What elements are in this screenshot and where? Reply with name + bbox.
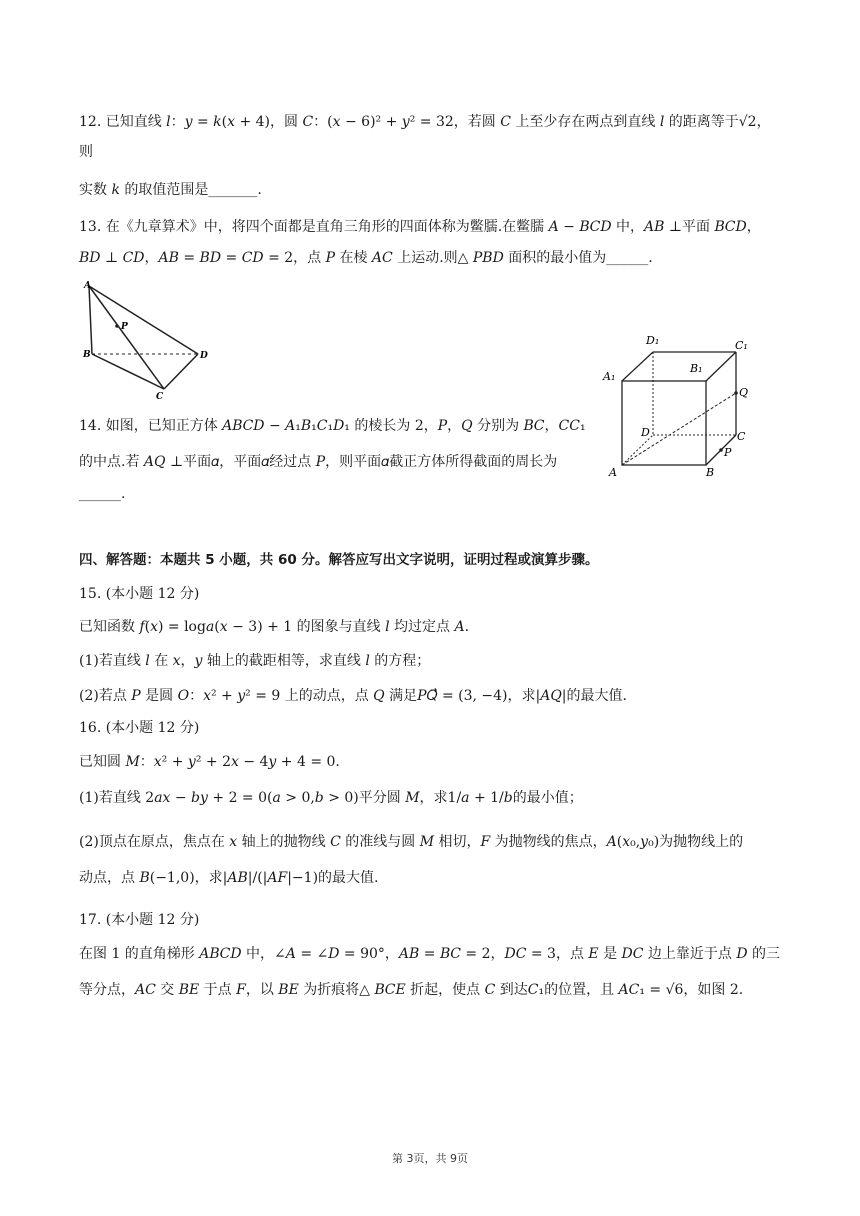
cube-label-d1: D₁ — [646, 334, 660, 347]
q13-line1: 13. 在《九章算术》中，将四个面都是直角三角形的四面体称为鳖臑.在鳖臑 𝐴 − 𝐵𝐶𝐷 中，𝐴𝐵 ⊥平面 𝐵𝐶𝐷， — [79, 219, 761, 235]
q16-stem: 已知圆 𝑀：𝑥² + 𝑦² + 2𝑥 − 4𝑦 + 4 = 0. — [79, 754, 340, 770]
cube-label-c: C — [737, 430, 746, 443]
q17-line2: 等分点，𝐴𝐶 交 𝐵𝐸 于点 𝐹，以 𝐵𝐸 为折痕将△ 𝐵𝐶𝐸 折起，使点 𝐶 到达𝐶₁的位置，且 𝐴𝐶₁ = √6，如图 2. — [79, 982, 744, 998]
q16-part1: (1)若直线 2𝑎𝑥 − 𝑏𝑦 + 2 = 0(𝑎 > 0,𝑏 > 0)平分圆 𝑀，求1/𝑎 + 1/𝑏的最小值； — [79, 790, 583, 806]
q15-part1: (1)若直线 𝑙 在 𝑥，𝑦 轴上的截距相等，求直线 𝑙 的方程； — [79, 653, 431, 669]
q15-part2: (2)若点 𝑃 是圆 𝑂：𝑥² + 𝑦² = 9 上的动点，点 𝑄 满足𝑃𝑄⃗ = (3, −4)，求|𝐴𝑄|的最大值. — [79, 688, 627, 704]
q16-header: 16. (本小题 12 分) — [79, 720, 200, 736]
cube-figure — [598, 328, 758, 478]
cube-label-p: P — [724, 446, 732, 459]
q15-header: 15. (本小题 12 分) — [79, 586, 200, 602]
q17-header: 17. (本小题 12 分) — [79, 912, 200, 928]
q16-part2a: (2)顶点在原点，焦点在 𝑥 轴上的抛物线 𝐶 的准线与圆 𝑀 相切，𝐹 为抛物线的焦点，𝐴(𝑥₀,𝑦₀)为抛物线上的 — [79, 834, 744, 850]
q16-part2b: 动点，点 𝐵(−1,0)，求|𝐴𝐵|/(|𝐴𝐹|−1)的最大值. — [79, 870, 379, 886]
q14-line2: 的中点.若 𝐴𝑄 ⊥平面𝛼，平面𝛼经过点 𝑃，则平面𝛼截正方体所得截面的周长为 — [79, 454, 558, 470]
cube-label-d: D — [641, 426, 650, 439]
q12-line1: 12. 已知直线 𝑙：𝑦 = 𝑘(𝑥 + 4)，圆 𝐶：(𝑥 − 6)² + 𝑦² = 32，若圆 𝐶 上至少存在两点到直线 𝑙 的距离等于√2， — [79, 114, 771, 130]
q12-line3: 实数 𝑘 的取值范围是_______. — [79, 182, 262, 198]
cube-label-c1: C₁ — [735, 339, 748, 352]
tet-label-a: A — [84, 281, 91, 291]
tet-label-p: P — [121, 322, 128, 332]
cube-label-a: A — [609, 466, 617, 478]
tet-label-c: C — [156, 392, 164, 402]
q17-line1: 在图 1 的直角梯形 𝐴𝐵𝐶𝐷 中，∠𝐴 = ∠𝐷 = 90°，𝐴𝐵 = 𝐵𝐶 = 2，𝐷𝐶 = 3，点 𝐸 是 𝐷𝐶 边上靠近于点 𝐷 的三 — [79, 946, 781, 962]
cube-label-q: Q — [739, 386, 749, 399]
q13-line2: 𝐵𝐷 ⊥ 𝐶𝐷，𝐴𝐵 = 𝐵𝐷 = 𝐶𝐷 = 2，点 𝑃 在棱 𝐴𝐶 上运动.则△ 𝑃𝐵𝐷 面积的最小值为______. — [79, 250, 653, 266]
q12-line2: 则 — [79, 144, 93, 160]
cube-label-a1: A₁ — [603, 370, 616, 383]
q14-line3: ______. — [79, 486, 126, 502]
tet-label-d: D — [200, 351, 208, 361]
section-4-heading: 四、解答题：本题共 5 小题，共 60 分。解答应写出文字说明，证明过程或演算步骤。 — [79, 552, 599, 568]
cube-label-b: B — [706, 466, 715, 478]
tetrahedron-figure — [76, 280, 216, 402]
cube-label-b1: B₁ — [690, 362, 703, 375]
tet-label-b: B — [83, 350, 91, 360]
page-footer: 第 3页，共 9页 — [392, 1152, 468, 1165]
q15-stem: 已知函数 𝑓(𝑥) = log𝑎(𝑥 − 3) + 1 的图象与直线 𝑙 均过定点 𝐴. — [79, 619, 470, 635]
q14-line1: 14. 如图，已知正方体 𝐴𝐵𝐶𝐷 − 𝐴₁𝐵₁𝐶₁𝐷₁ 的棱长为 2，𝑃，𝑄 分别为 𝐵𝐶，𝐶𝐶₁ — [79, 418, 586, 434]
